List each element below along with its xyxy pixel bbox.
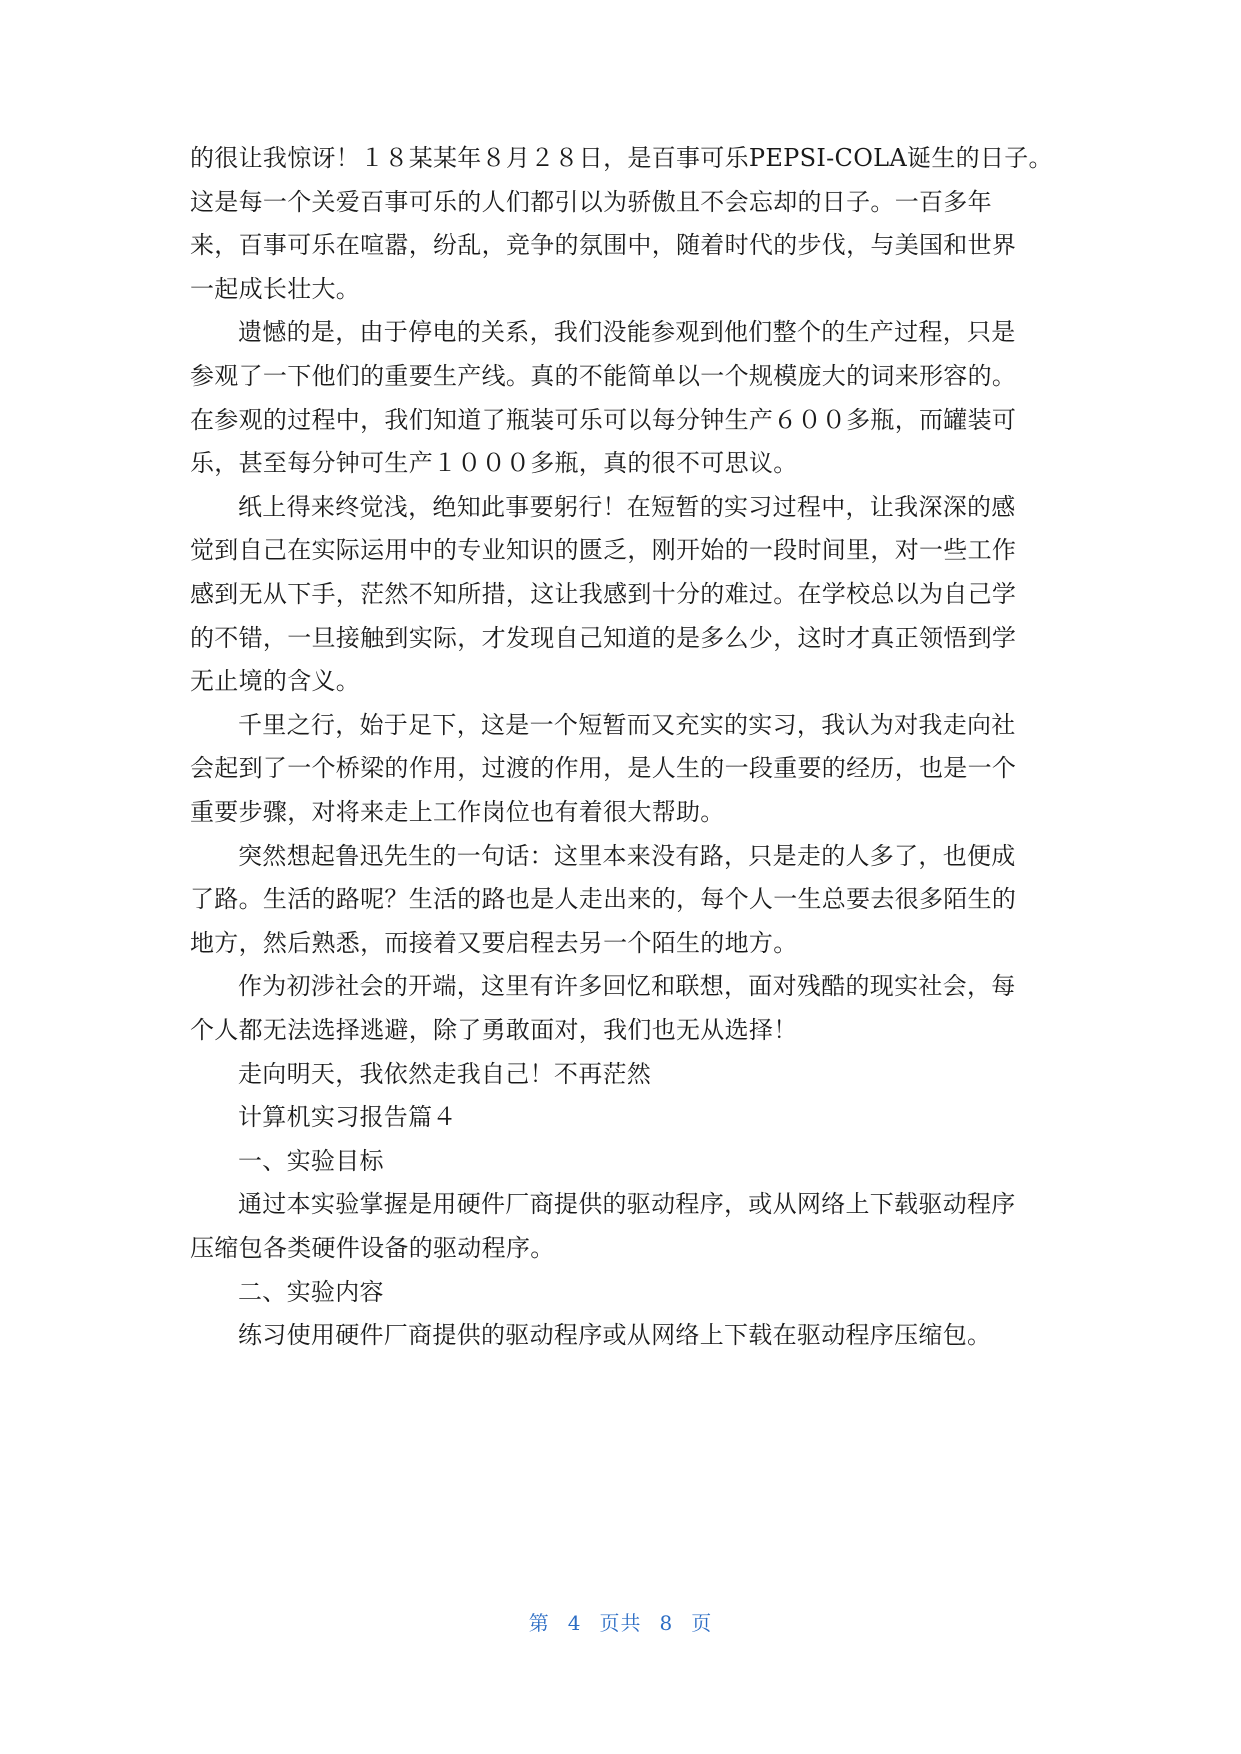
footer-label-page: 第 — [528, 1611, 550, 1635]
paragraph-line-indented: 练习使用硬件厂商提供的驱动程序或从网络上下载在驱动程序压缩包。 — [238, 1321, 992, 1350]
paragraph-line: 的不错，一旦接触到实际，才发现自己知道的是多么少，这时才真正领悟到学 — [190, 623, 1017, 652]
paragraph-line: 重要步骤，对将来走上工作岗位也有着很大帮助。 — [190, 798, 725, 826]
paragraph-line: 个人都无法选择逃避，除了勇敢面对，我们也无从选择！ — [190, 1016, 798, 1044]
footer-current-page: 4 — [567, 1611, 582, 1635]
paragraph-line-indented: 一、实验目标 — [238, 1146, 384, 1175]
paragraph-line-indented: 遗憾的是，由于停电的关系，我们没能参观到他们整个的生产过程，只是 — [238, 318, 1016, 347]
page-footer — [0, 1607, 1241, 1636]
paragraph-line: 乐，甚至每分钟可生产１０００多瓶，真的很不可思议。 — [190, 449, 798, 478]
paragraph-line: 地方，然后熟悉，而接着又要启程去另一个陌生的地方。 — [190, 928, 798, 957]
footer-label-of: 页共 — [599, 1611, 642, 1635]
paragraph-line: 了路。生活的路呢？生活的路也是人走出来的，每个人一生总要去很多陌生的 — [190, 885, 1017, 914]
footer-label-end: 页 — [691, 1611, 713, 1635]
paragraph-line-indented: 突然想起鲁迅先生的一句话：这里本来没有路，只是走的人多了，也便成 — [238, 841, 1016, 870]
paragraph-line: 在参观的过程中，我们知道了瓶装可乐可以每分钟生产６００多瓶，而罐装可 — [190, 405, 1017, 434]
paragraph-line-indented: 千里之行，始于足下，这是一个短暂而又充实的实习，我认为对我走向社 — [238, 710, 1016, 739]
paragraph-line: 压缩包各类硬件设备的驱动程序。 — [190, 1234, 555, 1262]
paragraph-line: 参观了一下他们的重要生产线。真的不能简单以一个规模庞大的词来形容的。 — [190, 362, 1017, 390]
paragraph-line-indented: 计算机实习报告篇４ — [238, 1103, 457, 1132]
paragraph-line: 感到无从下手，茫然不知所措，这让我感到十分的难过。在学校总以为自己学 — [190, 580, 1017, 608]
paragraph-line: 会起到了一个桥梁的作用，过渡的作用，是人生的一段重要的经历，也是一个 — [190, 754, 1017, 783]
footer-total-pages: 8 — [659, 1611, 674, 1635]
paragraph-line: 一起成长壮大。 — [190, 274, 361, 303]
paragraph-line-indented: 纸上得来终觉浅，绝知此事要躬行！在短暂的实习过程中，让我深深的感 — [238, 492, 1016, 521]
paragraph-line: 无止境的含义。 — [190, 667, 361, 696]
paragraph-line: 的很让我惊讶！１８某某年８月２８日，是百事可乐PEPSI-COLA诞生的日子。 — [190, 144, 1053, 172]
paragraph-line-indented: 二、实验内容 — [238, 1277, 384, 1306]
paragraph-line: 觉到自己在实际运用中的专业知识的匮乏，刚开始的一段时间里，对一些工作 — [190, 536, 1017, 565]
paragraph-line-indented: 走向明天，我依然走我自己！不再茫然 — [238, 1059, 652, 1088]
paragraph-line: 来，百事可乐在喧嚣，纷乱，竞争的氛围中，随着时代的步伐，与美国和世界 — [190, 231, 1017, 260]
paragraph-line: 这是每一个关爱百事可乐的人们都引以为骄傲且不会忘却的日子。一百多年 — [190, 187, 992, 216]
paragraph-line-indented: 通过本实验掌握是用硬件厂商提供的驱动程序，或从网络上下载驱动程序 — [238, 1190, 1016, 1219]
paragraph-line-indented: 作为初涉社会的开端，这里有许多回忆和联想，面对残酷的现实社会，每 — [238, 972, 1016, 1001]
